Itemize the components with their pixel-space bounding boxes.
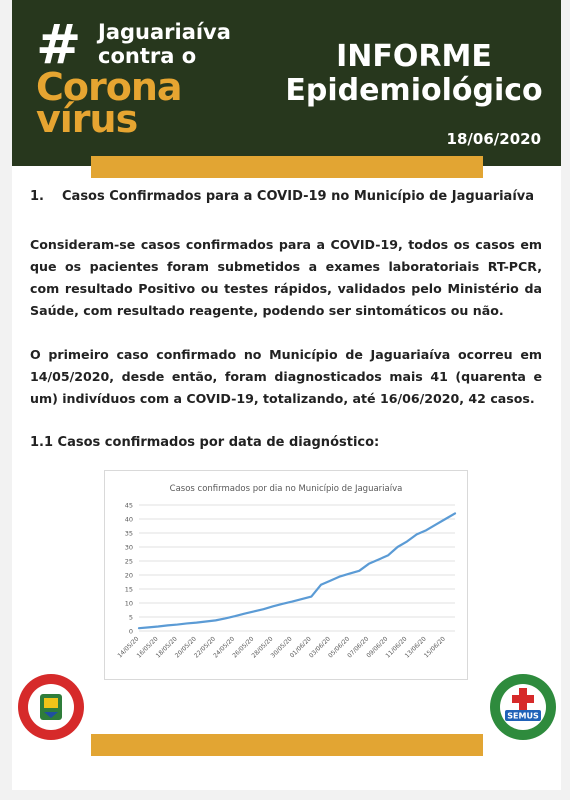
series-line (139, 513, 455, 628)
subsection-heading: 1.1 Casos confirmados por data de diagnóstico: (30, 435, 380, 450)
chart-gridlines (139, 505, 455, 631)
semus-badge: SEMUS (507, 711, 539, 721)
y-tick-label: 15 (124, 585, 133, 594)
definition-paragraph: Consideram-se casos confirmados para a COVID-19, todos os casos em que os pacientes foram submetidos a exames laboratoriais RT-PCR, com resultado Positivo ou testes rápidos, validados pelo Ministério da Saúde, com resultado reagente, podendo ser sintomáticos ou não. (30, 237, 542, 318)
campaign-line-1: Jaguariaíva (98, 20, 231, 44)
title-line-1: INFORME (336, 39, 492, 74)
x-tick-label: 14/05/20 (116, 635, 141, 660)
x-tick-label: 01/06/20 (288, 635, 313, 660)
y-tick-label: 0 (128, 627, 133, 636)
y-tick-label: 5 (128, 613, 133, 622)
x-tick-label: 24/05/20 (212, 635, 237, 660)
x-tick-label: 22/05/20 (193, 635, 218, 660)
y-tick-label: 40 (124, 515, 133, 524)
x-tick-label: 28/05/20 (250, 635, 275, 660)
x-tick-label: 16/05/20 (135, 635, 160, 660)
corona-line-1: Corona (36, 65, 182, 109)
prefeitura-logo (16, 672, 86, 742)
x-tick-label: 03/06/20 (307, 635, 332, 660)
x-tick-label: 18/05/20 (154, 635, 179, 660)
y-tick-label: 35 (124, 529, 133, 538)
y-tick-label: 45 (124, 501, 133, 510)
x-tick-label: 30/05/20 (269, 635, 294, 660)
x-tick-label: 11/06/20 (384, 635, 409, 660)
bulletin-page (12, 0, 561, 790)
semus-logo (488, 672, 558, 742)
campaign-text (98, 20, 231, 68)
page-title (270, 40, 558, 108)
corona-line-2: vírus (36, 97, 138, 141)
section-number: 1. (30, 189, 44, 204)
campaign-line-2: contra o (98, 44, 197, 68)
report-date: 18/06/2020 (446, 130, 541, 148)
hashtag-mark: # (36, 13, 82, 76)
x-tick-label: 13/06/20 (403, 635, 428, 660)
y-tick-label: 10 (124, 599, 133, 608)
chart-canvas (105, 471, 467, 679)
header-accent-bar (91, 156, 483, 178)
title-line-2: Epidemiológico (285, 73, 543, 108)
chart-title: Casos confirmados por dia no Município de Jaguariaíva (169, 484, 403, 494)
header-banner (12, 0, 561, 166)
section-title: Casos Confirmados para a COVID-19 no Município de Jaguariaíva (62, 189, 535, 204)
x-tick-label: 20/05/20 (173, 635, 198, 660)
summary-paragraph: O primeiro caso confirmado no Município de Jaguariaíva ocorreu em 14/05/2020, desde então, foram diagnosticados mais 41 (quarenta e um) indivíduos com a COVID-19, totalizando, até 16/06/2020, 42 casos. (30, 347, 542, 406)
cases-line-chart (104, 470, 468, 680)
y-tick-label: 30 (124, 543, 133, 552)
x-tick-label: 09/06/20 (365, 635, 390, 660)
y-tick-label: 20 (124, 571, 133, 580)
y-axis-ticks (125, 502, 133, 636)
x-axis-ticks (116, 635, 447, 659)
x-tick-label: 05/06/20 (327, 635, 352, 660)
x-tick-label: 07/06/20 (346, 635, 371, 660)
cases-series (139, 513, 455, 628)
coronavirus-wordmark (36, 65, 182, 141)
y-tick-label: 25 (124, 557, 133, 566)
x-tick-label: 15/06/20 (422, 635, 447, 660)
footer-accent-bar (91, 734, 483, 756)
section-1-heading (30, 186, 542, 208)
x-tick-label: 26/05/20 (231, 635, 256, 660)
